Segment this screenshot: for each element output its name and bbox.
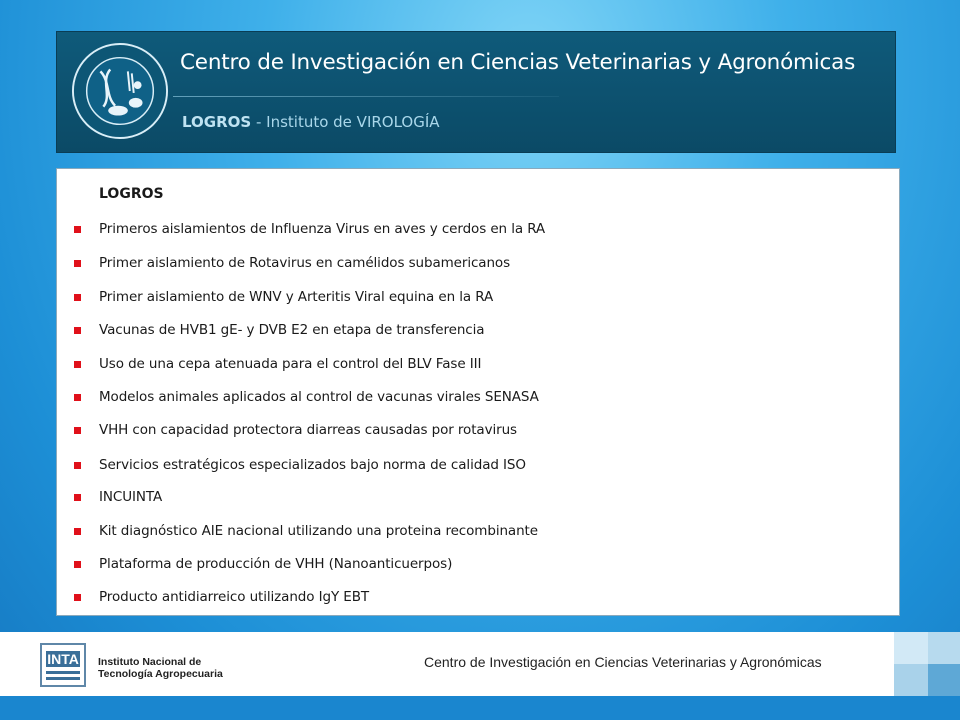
institute-line-2: Tecnología Agropecuaria [98,668,223,680]
institute-name [98,656,223,680]
footer-deco-block [894,664,928,696]
bullet-icon [74,462,81,469]
list-item [57,457,877,477]
list-item-text: Vacunas de HVB1 gE- y DVB E2 en etapa de transferencia [99,322,485,338]
list-item-text: VHH con capacidad protectora diarreas causadas por rotavirus [99,422,517,438]
subtitle-logros: LOGROS [182,113,252,131]
list-item [57,356,877,376]
inta-logo-graphic [42,645,84,685]
bullet-icon [74,494,81,501]
bullet-icon [74,561,81,568]
list-item [57,589,877,609]
list-item-text: Servicios estratégicos especializados bajo norma de calidad ISO [99,457,526,473]
bullet-icon [74,226,81,233]
bullet-icon [74,528,81,535]
bullet-icon [74,294,81,301]
institute-line-1: Instituto Nacional de [98,656,202,668]
list-item-text: INCUINTA [99,489,163,505]
list-item [57,389,877,409]
list-item [57,489,877,509]
list-item [57,255,877,275]
list-item-text: Plataforma de producción de VHH (Nanoanticuerpos) [99,556,453,572]
list-item-text: Primer aislamiento de WNV y Arteritis Viral equina en la RA [99,289,494,305]
list-item [57,221,877,241]
list-item-text: Producto antidiarreico utilizando IgY EBT [99,589,370,605]
footer-deco-block [928,664,960,696]
list-item-text: Uso de una cepa atenuada para el control del BLV Fase III [99,356,482,372]
list-item [57,322,877,342]
cicva-logo [71,42,169,140]
footer-bar [0,632,960,696]
subtitle-institute: - Instituto de VIROLOGÍA [251,113,440,131]
bullet-icon [74,260,81,267]
inta-logo-text: INTA [47,651,79,667]
footer-center-name: Centro de Investigación en Ciencias Veterinarias y Agronómicas [424,654,822,670]
list-item-text: Primeros aislamientos de Influenza Virus en aves y cerdos en la RA [99,221,546,237]
header-banner [56,31,896,153]
list-item-text: Kit diagnóstico AIE nacional utilizando una proteina recombinante [99,523,538,539]
list-item-text: Modelos animales aplicados al control de vacunas virales SENASA [99,389,539,405]
header-subtitle [182,113,440,131]
achievements-panel [56,168,900,616]
header-title: Centro de Investigación en Ciencias Veterinarias y Agronómicas [180,50,856,75]
header-divider [173,96,559,97]
list-item [57,422,877,442]
bullet-icon [74,594,81,601]
list-item [57,289,877,309]
list-item [57,523,877,543]
achievements-title: LOGROS [99,186,164,202]
bullet-icon [74,394,81,401]
bullet-icon [74,427,81,434]
bullet-icon [74,361,81,368]
bullet-icon [74,327,81,334]
bottom-stripe [0,696,960,720]
inta-logo [40,643,86,687]
list-item-text: Primer aislamiento de Rotavirus en camélidos subamericanos [99,255,511,271]
list-item [57,556,877,576]
